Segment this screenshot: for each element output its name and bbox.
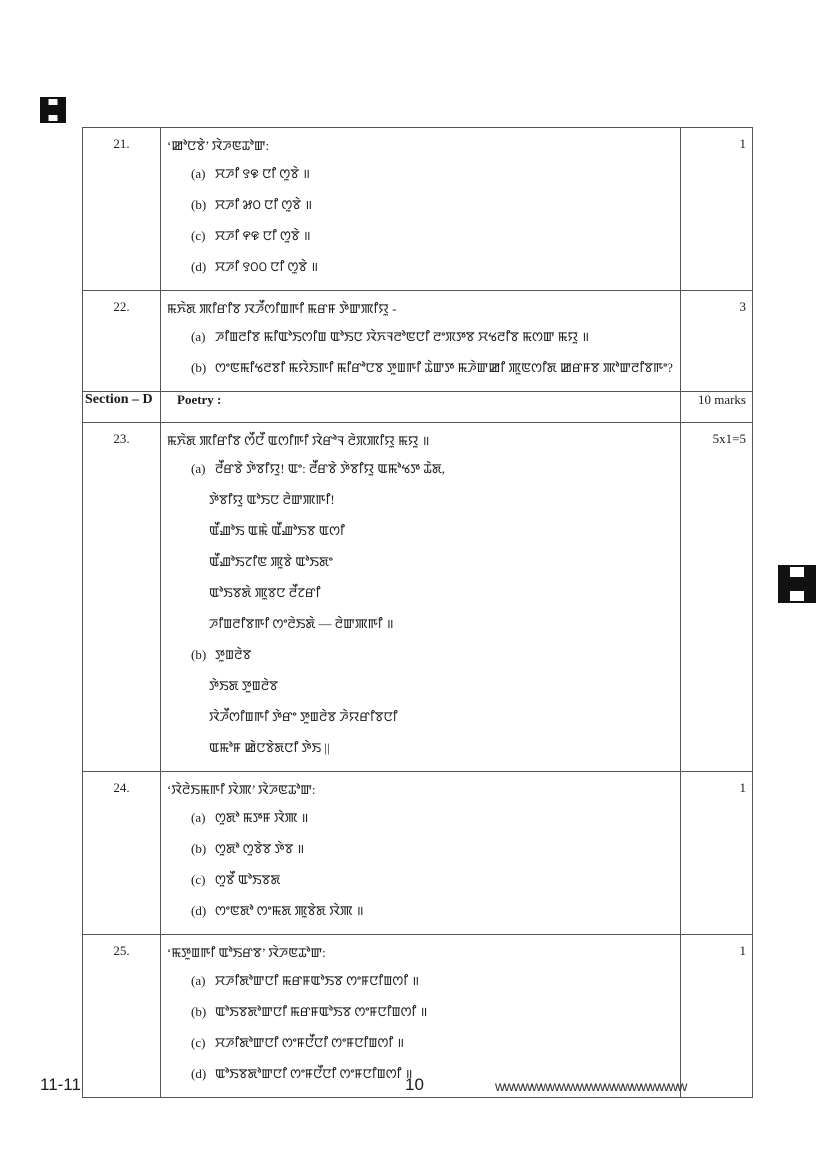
question-stem: ꯃꯈꯥꯗ ꯄꯤꯔꯤꯕ ꯁꯩꯅꯩ ꯑꯁꯤꯒꯤ ꯋꯥꯔꯣꯜ ꯂꯥꯞꯄꯤꯌꯨ ꯃꯌꯨ ॥ (167, 433, 430, 448)
option-a: (a) ꯆꯍꯤ ꯱꯶ ꯅꯤ ꯁꯨꯕꯥ ॥ (191, 166, 311, 181)
poem-a-line: ꯑꯩꯉꯣꯏꯖꯤꯟ ꯄꯨꯕꯥ ꯑꯣꯏꯗꯦ (209, 554, 333, 569)
option-a: (a) ꯁꯨꯗꯣ ꯃꯇꯝ ꯋꯥꯄ ॥ (191, 810, 309, 825)
option-b: (b) ꯁꯨꯗꯣ ꯁꯨꯕꯥꯕ ꯇꯥꯕ ॥ (191, 841, 305, 856)
option-d: (d) ꯆꯍꯤ ꯱꯰꯰ ꯅꯤ ꯁꯨꯕꯥ ॥ (191, 259, 319, 274)
decorative-wave: wwwwwwwwwwwwwwwwwwwww (495, 1078, 687, 1094)
poem-b-line: ꯇꯥꯏꯗ ꯇꯨꯡꯂꯥꯕ (209, 678, 279, 693)
question-marks: 1 (681, 772, 753, 935)
question-row-25 (83, 935, 753, 1098)
question-number: 24. (83, 772, 161, 935)
qr-code-icon (778, 565, 816, 603)
section-label: Section – D (83, 392, 161, 423)
option-c: (c) ꯁꯨꯕꯩ ꯑꯣꯏꯕꯗ (191, 872, 281, 887)
page-number: 10 (405, 1075, 424, 1094)
question-table (82, 127, 753, 1098)
question-marks: 3 (681, 291, 753, 392)
option-d: (d) ꯁꯦꯟꯗꯣ ꯁꯦꯃꯗ ꯄꯨꯕꯥꯗ ꯋꯥꯄ ॥ (191, 903, 364, 918)
section-marks: 10 marks (681, 392, 753, 423)
question-stem: ꯃꯈꯥꯗ ꯄꯤꯔꯤꯕ ꯋꯍꯩꯁꯤꯡꯒꯤ ꯃꯔꯝ ꯇꯥꯛꯄꯤꯌꯨ - (167, 301, 397, 316)
question-number: 23. (83, 423, 161, 772)
question-row-21 (83, 128, 753, 291)
question-number: 25. (83, 935, 161, 1098)
option-c: (c) ꯆꯍꯤ ꯵꯶ ꯅꯤ ꯁꯨꯕꯥ ॥ (191, 228, 311, 243)
option-a: (a) ꯍꯤꯡꯂꯤꯕ ꯃꯤꯑꯣꯏꯁꯤꯡ ꯑꯣꯏꯅ ꯋꯥꯈꯜꯂꯣꯟꯅꯤ ꯂꯦꯞꯇꯕ ꯆꯠꯂꯤꯕ ꯃꯁꯛ ꯃꯌꯨ ॥ (191, 329, 590, 344)
qr-code-icon (40, 97, 66, 123)
question-stem: ‘ꯃꯇꯨꯡꯒꯤ ꯑꯣꯏꯔꯕ’ ꯋꯥꯍꯟꯊꯣꯛ: (167, 945, 326, 960)
option-b: (b) ꯆꯍꯤ ꯷꯰ ꯅꯤ ꯁꯨꯕꯥ ॥ (191, 197, 313, 212)
option-b: (b) ꯁꯦꯟꯃꯤꯠꯂꯕꯤ ꯃꯌꯥꯏꯒꯤ ꯃꯤꯔꯣꯅꯕ ꯇꯨꯡꯒꯤ ꯊꯥꯛꯇ ꯃꯍꯥꯛꯀꯤ ꯄꯨꯟꯁꯤꯗ ꯀꯔꯝꯕ ꯄꯣꯛꯂꯤꯕꯒꯦ? (191, 360, 673, 375)
paper-code: 11-11 (40, 1075, 81, 1094)
question-marks: 5x1=5 (681, 423, 753, 772)
question-row-24 (83, 772, 753, 935)
question-row-22 (83, 291, 753, 392)
question-stem: ‘ꯋꯥꯂꯥꯏꯃꯒꯤ ꯋꯥꯄ’ ꯋꯥꯍꯟꯊꯣꯛ: (167, 782, 316, 797)
poem-b-line: ꯋꯥꯍꯩꯁꯤꯡꯒꯤ ꯇꯥꯔꯦ ꯇꯨꯡꯂꯥꯕ ꯍꯥꯌꯔꯤꯕꯅꯤ (209, 709, 398, 724)
poem-a-line: ꯑꯩꯉꯣꯏ ꯑꯃꯥ ꯑꯩꯉꯣꯏꯕ ꯑꯁꯤ (209, 523, 345, 538)
option-d: (d) ꯑꯣꯏꯕꯗꯣꯛꯅꯤ ꯁꯦꯝꯅꯩꯅꯤ ꯁꯦꯝꯅꯤꯡꯁꯤ ॥ (191, 1066, 413, 1081)
poem-a-line: ꯇꯥꯕꯤꯌꯨ ꯑꯣꯏꯅ ꯂꯥꯛꯄꯒꯤ! (209, 492, 335, 507)
question-number: 21. (83, 128, 161, 291)
poem-a-line: ꯍꯤꯡꯂꯤꯕꯒꯤ ꯁꯦꯂꯥꯏꯗꯥ — ꯂꯥꯛꯄꯒꯤ ॥ (209, 616, 394, 631)
section-header-row (83, 392, 753, 423)
question-marks: 1 (681, 935, 753, 1098)
poem-b-line: ꯑꯃꯣꯝ ꯀꯥꯅꯕꯥꯗꯅꯤ ꯇꯥꯏ || (209, 740, 330, 755)
question-row-23 (83, 423, 753, 772)
question-stem: ‘ꯀꯣꯅꯕꯥ’ ꯋꯥꯍꯟꯊꯣꯛ: (167, 138, 270, 153)
option-c: (c) ꯆꯍꯤꯗꯣꯛꯅꯤ ꯁꯦꯝꯅꯩꯅꯤ ꯁꯦꯝꯅꯤꯡꯁꯤ ॥ (191, 1035, 405, 1050)
poem-b-line: (b) ꯇꯨꯡꯂꯥꯕ (191, 647, 252, 662)
section-title: Poetry : (161, 392, 681, 423)
poem-a-line: (a) ꯂꯩꯔꯕꯥ ꯇꯥꯕꯤꯌꯨ! ꯑꯦ: ꯂꯩꯔꯕꯥ ꯇꯥꯕꯤꯌꯨ ꯑꯃꯣꯠꯇ ꯊꯥꯗ, (191, 461, 445, 476)
poem-a-line: ꯑꯣꯏꯕꯗꯥ ꯄꯨꯕꯅ ꯂꯩꯖꯔꯤ (209, 585, 321, 600)
option-a: (a) ꯆꯍꯤꯗꯣꯛꯅꯤ ꯃꯔꯝꯑꯣꯏꯕ ꯁꯦꯝꯅꯤꯡꯁꯤ ॥ (191, 973, 420, 988)
question-number: 22. (83, 291, 161, 392)
option-b: (b) ꯑꯣꯏꯕꯗꯣꯛꯅꯤ ꯃꯔꯝꯑꯣꯏꯕ ꯁꯦꯝꯅꯤꯡꯁꯤ ॥ (191, 1004, 428, 1019)
question-marks: 1 (681, 128, 753, 291)
